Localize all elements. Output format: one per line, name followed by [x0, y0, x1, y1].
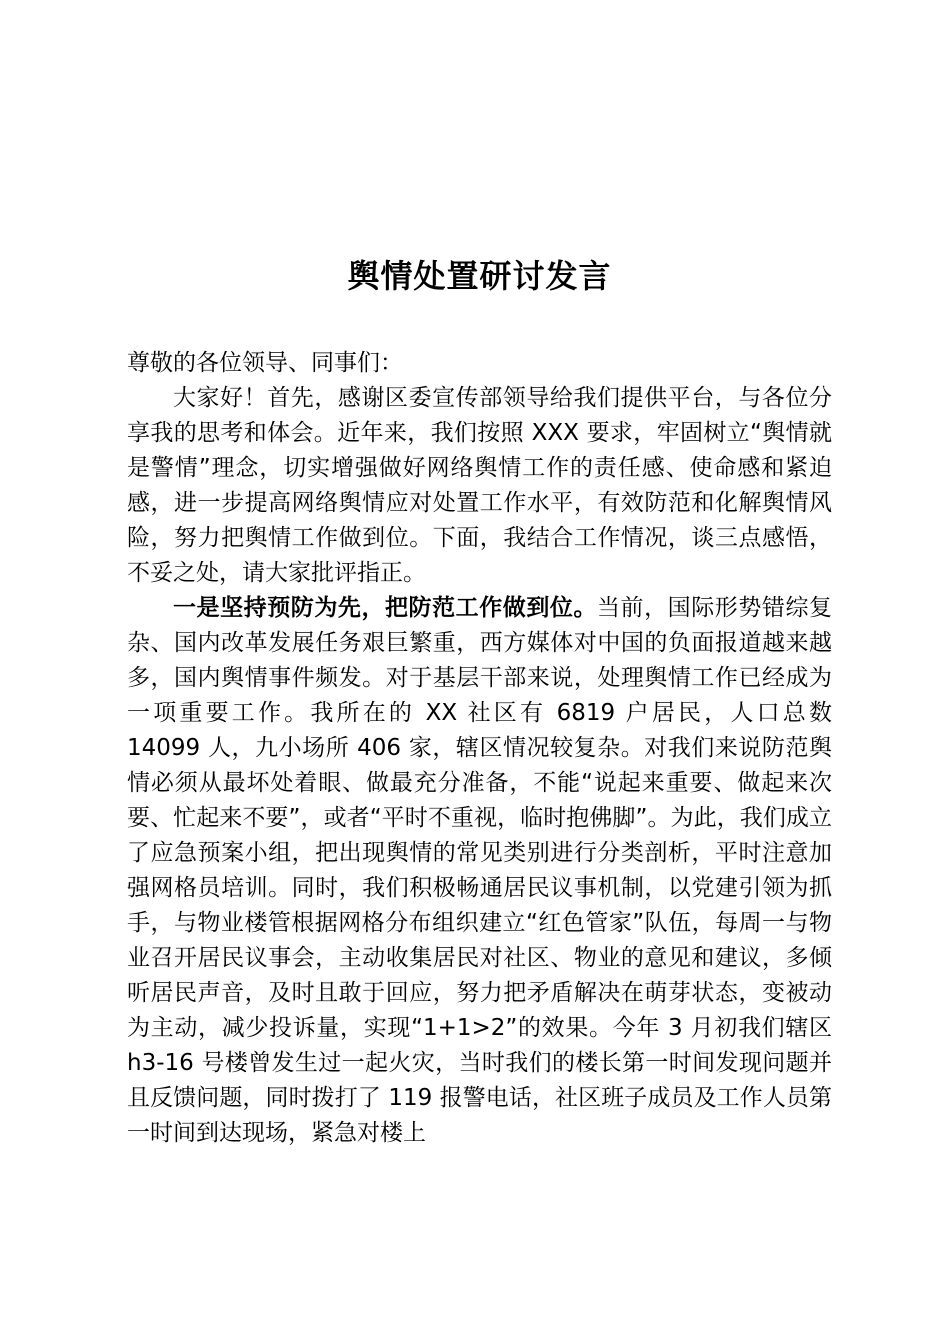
paragraph-text: 当前，国际形势错综复杂、国内改革发展任务艰巨繁重，西方媒体对中国的负面报道越来越多，国内舆情事件频发。对于基层干部来说，处理舆情工作已经成为一项重要工作。我所在的 XX 社区有 6819 户居民，人口总数 14099 人，九小场所 406 家，辖区情况较复杂。对我们来说防范舆情必须从最坏处着眼、做最充分准备，不能“说起来重要、做起来次要、忙起来不要”，或者“平时不重视，临时抱佛脚”。为此，我们成立了应急预案小组，把出现舆情的常见类别进行分类剖析，平时注意加强网格员培训。同时，我们积极畅通居民议事机制，以党建引领为抓手，与物业楼管根据网格分布组织建立“红色管家”队伍，每周一与物业召开居民议事会，主动收集居民对社区、物业的意见和建议，多倾听居民声音，及时且敢于回应，努力把矛盾解决在萌芽状态，变被动为主动，减少投诉量，实现“1+1>2”的效果。今年 3 月初我们辖区 h3-16 号楼曾发生过一起火灾，当时我们的楼长第一时间发现问题并且反馈问题，同时拨打了 119 报警电话，社区班子成员及工作人员第一时间到达现场，紧急对楼上: [127, 595, 833, 1146]
paragraph-text: 大家好！首先，感谢区委宣传部领导给我们提供平台，与各位分享我的思考和体会。近年来，我们按照 XXX 要求，牢固树立“舆情就是警情”理念，切实增强做好网络舆情工作的责任感、使命感和紧迫感，进一步提高网络舆情应对处置工作水平，有效防范和化解舆情风险，努力把舆情工作做到位。下面，我结合工作情况，谈三点感悟，不妥之处，请大家批评指正。: [127, 385, 832, 586]
paragraph-lead: 一是坚持预防为先，把防范工作做到位。: [173, 595, 597, 621]
document-title: 舆情处置研讨发言: [347, 257, 612, 295]
document-body: [127, 346, 832, 1151]
salutation: 尊敬的各位领导、同事们：: [127, 350, 403, 376]
paragraph-point-one: [127, 591, 832, 1151]
paragraph-intro: [127, 381, 832, 591]
document-page: [127, 0, 832, 1344]
